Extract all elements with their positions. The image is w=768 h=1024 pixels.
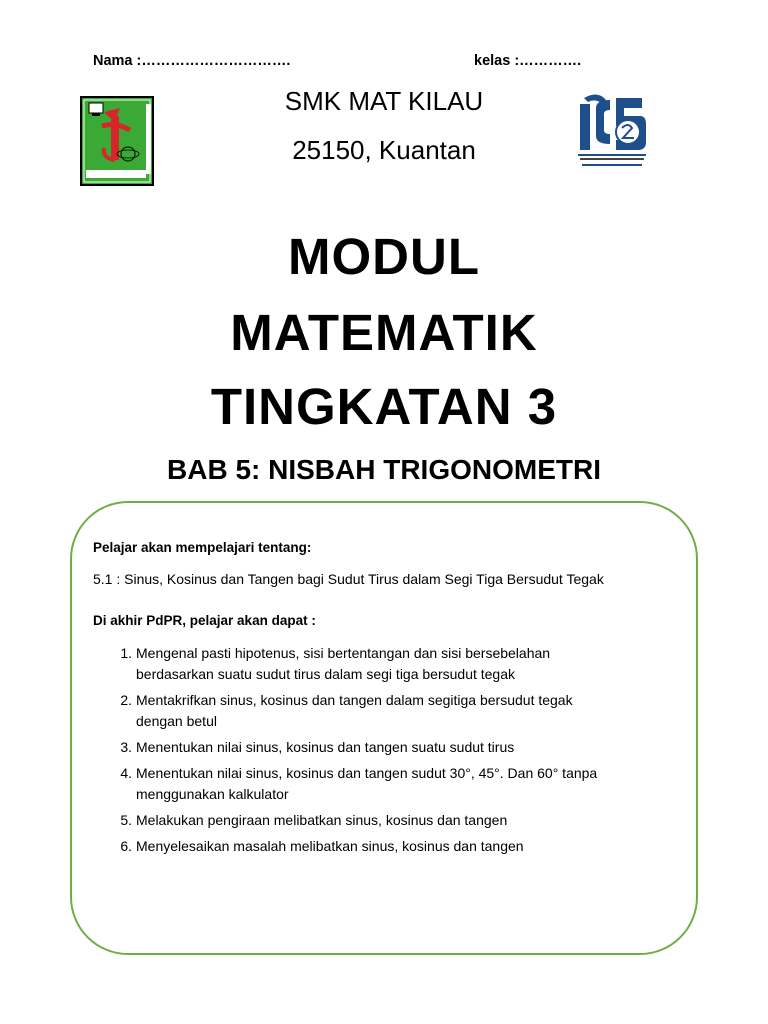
objectives-list [120, 643, 676, 862]
list-item-number: 5. [120, 812, 132, 828]
list-item-number: 2. [120, 692, 132, 708]
list-item-text-cont: berdasarkan suatu sudut tirus dalam segi tiga bersudut tegak [136, 666, 516, 682]
school-name: SMK MAT KILAU [284, 86, 484, 116]
chapter-title: BAB 5: NISBAH TRIGONOMETRI [167, 454, 601, 485]
list-item [120, 690, 676, 732]
list-item-text: Melakukan pengiraan melibatkan sinus, kosinus dan tangen [136, 812, 508, 828]
list-item [120, 810, 676, 831]
kelas-field-label: kelas :…………. [474, 53, 582, 69]
list-item [120, 643, 676, 685]
list-item-text: Menentukan nilai sinus, kosinus dan tangen sudut 30°, 45°. Dan 60° tanpa [136, 765, 598, 781]
school-address: 25150, Kuantan [292, 135, 476, 165]
module-title-line-3: TINGKATAN 3 [210, 378, 558, 435]
list-item [120, 836, 676, 857]
program-25-logo-icon [576, 90, 648, 176]
list-item-number: 6. [120, 838, 132, 854]
list-item-text: Mentakrifkan sinus, kosinus dan tangen dalam segitiga bersudut tegak [136, 692, 573, 708]
learn-heading: Pelajar akan mempelajari tentang: [93, 540, 312, 555]
list-item [120, 737, 676, 758]
topic-text: 5.1 : Sinus, Kosinus dan Tangen bagi Sudut Tirus dalam Segi Tiga Bersudut Tegak [93, 571, 604, 587]
list-item-number: 1. [120, 645, 132, 661]
list-item-text-cont: dengan betul [136, 713, 217, 729]
module-title-line-1: MODUL [288, 228, 480, 285]
list-item-text: Mengenal pasti hipotenus, sisi bertentangan dan sisi bersebelahan [136, 645, 551, 661]
list-item-text: Menyelesaikan masalah melibatkan sinus, kosinus dan tangen [136, 838, 524, 854]
list-item-text-cont: menggunakan kalkulator [136, 786, 289, 802]
list-item-text: Menentukan nilai sinus, kosinus dan tangen suatu sudut tirus [136, 739, 515, 755]
list-item [120, 763, 676, 805]
outcome-heading: Di akhir PdPR, pelajar akan dapat : [93, 613, 316, 628]
nama-field-label: Nama :…………………………. [93, 53, 291, 69]
module-title-line-2: MATEMATIK [230, 304, 538, 361]
list-item-number: 4. [120, 765, 132, 781]
list-item-number: 3. [120, 739, 132, 755]
